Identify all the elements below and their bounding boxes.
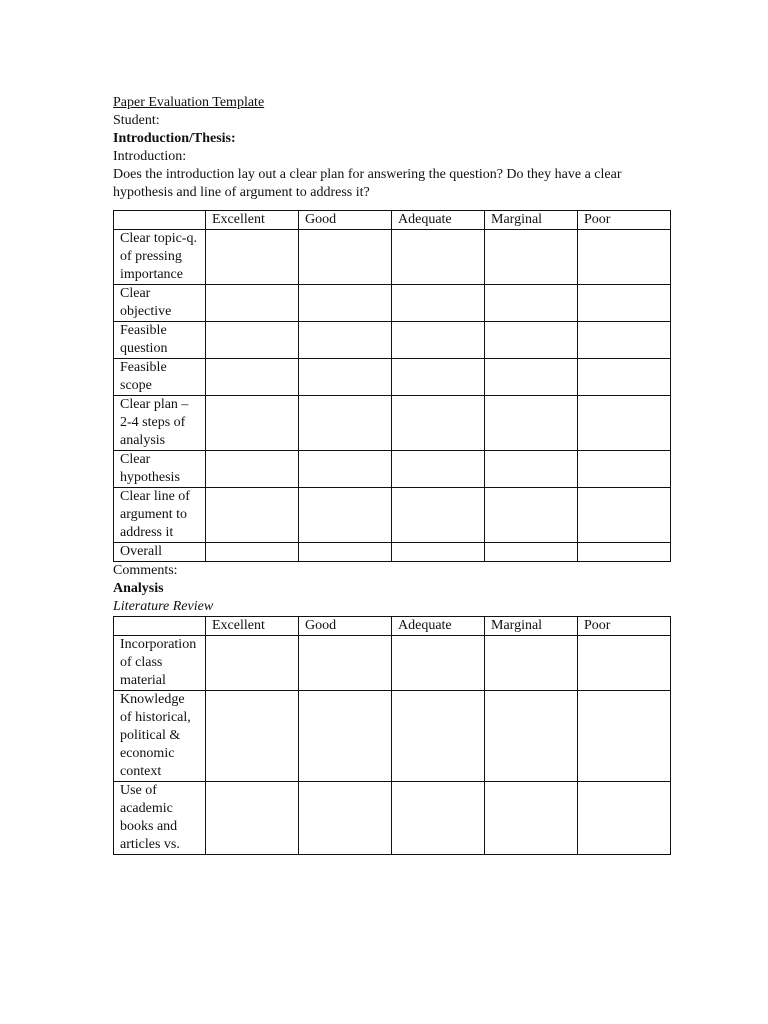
rating-cell[interactable]	[299, 543, 392, 562]
table-row	[114, 285, 671, 322]
rating-cell[interactable]	[206, 451, 299, 488]
header-cell-blank	[114, 617, 206, 636]
rating-cell[interactable]	[485, 543, 578, 562]
criterion-label: Clear line of argument to address it	[114, 488, 206, 543]
rating-cell[interactable]	[299, 285, 392, 322]
criterion-label: Use of academic books and articles vs.	[114, 782, 206, 855]
table-header-row	[114, 211, 671, 230]
rating-cell[interactable]	[206, 396, 299, 451]
rating-cell[interactable]	[578, 322, 671, 359]
rating-cell[interactable]	[392, 322, 485, 359]
rating-cell[interactable]	[392, 451, 485, 488]
rating-cell[interactable]	[299, 230, 392, 285]
table-row	[114, 359, 671, 396]
header-cell-good: Good	[299, 211, 392, 230]
document-page	[113, 94, 670, 855]
rating-cell[interactable]	[485, 285, 578, 322]
rating-cell[interactable]	[299, 396, 392, 451]
criterion-label: Feasible scope	[114, 359, 206, 396]
rating-cell[interactable]	[578, 488, 671, 543]
rating-cell[interactable]	[578, 782, 671, 855]
document-title: Paper Evaluation Template	[113, 95, 265, 110]
header-cell-blank	[114, 211, 206, 230]
header-cell-adequate: Adequate	[392, 211, 485, 230]
rating-cell[interactable]	[206, 488, 299, 543]
rating-cell[interactable]	[299, 488, 392, 543]
header-cell-excellent: Excellent	[206, 617, 299, 636]
intro-question: Does the introduction lay out a clear plan for answering the question? Do they have a clear hypothesis and line of argument to address it?	[113, 167, 622, 200]
rating-cell[interactable]	[485, 230, 578, 285]
table-row	[114, 396, 671, 451]
rating-cell[interactable]	[392, 285, 485, 322]
table-header-row	[114, 617, 671, 636]
rating-cell[interactable]	[392, 396, 485, 451]
rating-cell[interactable]	[299, 322, 392, 359]
rating-cell[interactable]	[485, 636, 578, 691]
rating-cell[interactable]	[206, 359, 299, 396]
header-cell-poor: Poor	[578, 617, 671, 636]
rating-cell[interactable]	[485, 691, 578, 782]
rating-cell[interactable]	[485, 782, 578, 855]
table-row	[114, 230, 671, 285]
analysis-heading: Analysis	[113, 581, 164, 596]
rating-cell[interactable]	[206, 782, 299, 855]
comments-label: Comments:	[113, 563, 178, 578]
analysis-rubric-table	[113, 616, 671, 855]
rating-cell[interactable]	[485, 488, 578, 543]
table-row	[114, 636, 671, 691]
rating-cell[interactable]	[392, 488, 485, 543]
rating-cell[interactable]	[392, 543, 485, 562]
criterion-label: Feasible question	[114, 322, 206, 359]
table-row	[114, 322, 671, 359]
rating-cell[interactable]	[299, 359, 392, 396]
rating-cell[interactable]	[206, 230, 299, 285]
criterion-label: Incorporation of class material	[114, 636, 206, 691]
rating-cell[interactable]	[392, 359, 485, 396]
intro-heading: Introduction/Thesis:	[113, 131, 236, 146]
header-cell-good: Good	[299, 617, 392, 636]
intro-rubric-table	[113, 210, 671, 562]
rating-cell[interactable]	[578, 543, 671, 562]
analysis-subheading: Literature Review	[113, 599, 214, 614]
rating-cell[interactable]	[578, 636, 671, 691]
criterion-label: Clear objective	[114, 285, 206, 322]
header-cell-poor: Poor	[578, 211, 671, 230]
header-cell-excellent: Excellent	[206, 211, 299, 230]
rating-cell[interactable]	[485, 396, 578, 451]
rating-cell[interactable]	[485, 322, 578, 359]
rating-cell[interactable]	[578, 285, 671, 322]
header-cell-marginal: Marginal	[485, 617, 578, 636]
rating-cell[interactable]	[206, 285, 299, 322]
criterion-label: Clear plan – 2-4 steps of analysis	[114, 396, 206, 451]
rating-cell[interactable]	[485, 451, 578, 488]
rating-cell[interactable]	[578, 691, 671, 782]
table-row	[114, 543, 671, 562]
rating-cell[interactable]	[485, 359, 578, 396]
rating-cell[interactable]	[206, 543, 299, 562]
rating-cell[interactable]	[578, 359, 671, 396]
table-row	[114, 782, 671, 855]
rating-cell[interactable]	[299, 691, 392, 782]
rating-cell[interactable]	[392, 782, 485, 855]
intro-subheading: Introduction:	[113, 149, 187, 164]
header-cell-marginal: Marginal	[485, 211, 578, 230]
rating-cell[interactable]	[392, 691, 485, 782]
criterion-label: Overall	[114, 543, 206, 562]
table-row	[114, 451, 671, 488]
rating-cell[interactable]	[578, 230, 671, 285]
criterion-label: Knowledge of historical, political & economic context	[114, 691, 206, 782]
rating-cell[interactable]	[299, 782, 392, 855]
criterion-label: Clear topic-q. of pressing importance	[114, 230, 206, 285]
header-cell-adequate: Adequate	[392, 617, 485, 636]
table-row	[114, 488, 671, 543]
rating-cell[interactable]	[578, 451, 671, 488]
rating-cell[interactable]	[299, 636, 392, 691]
rating-cell[interactable]	[392, 230, 485, 285]
student-label: Student:	[113, 113, 160, 128]
rating-cell[interactable]	[392, 636, 485, 691]
rating-cell[interactable]	[206, 691, 299, 782]
criterion-label: Clear hypothesis	[114, 451, 206, 488]
rating-cell[interactable]	[206, 322, 299, 359]
rating-cell[interactable]	[206, 636, 299, 691]
rating-cell[interactable]	[299, 451, 392, 488]
rating-cell[interactable]	[578, 396, 671, 451]
table-row	[114, 691, 671, 782]
